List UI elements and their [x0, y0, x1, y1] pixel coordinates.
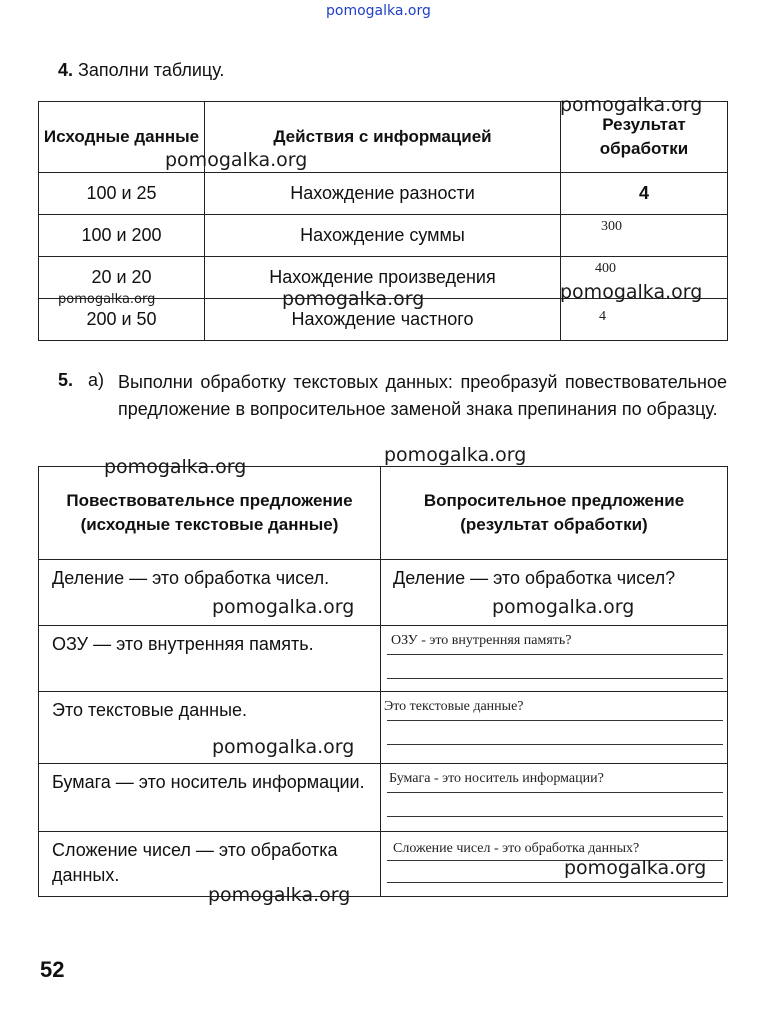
handwritten-answer: Сложение чисел - это обработка данных?	[393, 841, 640, 856]
task4-title	[58, 60, 224, 81]
table-row	[39, 626, 728, 692]
answer-line	[387, 816, 723, 817]
task5-number: 5.	[58, 370, 74, 390]
watermark: pomogalka.org	[212, 596, 355, 618]
handwritten-result: 400	[595, 261, 616, 276]
table-row	[39, 764, 728, 832]
answer-line	[387, 678, 723, 679]
header-action: Действия с информацией	[205, 102, 561, 173]
header-result: Результат обработки	[561, 102, 728, 173]
cell-action: Нахождение разности	[205, 173, 561, 215]
watermark: pomogalka.org	[212, 736, 355, 758]
task5-table	[38, 466, 728, 897]
cell-source: 100 и 25	[39, 173, 205, 215]
answer-line	[387, 720, 723, 721]
handwritten-result: 4	[599, 309, 606, 324]
header-source: Исходные данные	[39, 102, 205, 173]
cell-declarative: ОЗУ — это внутренняя память.	[39, 626, 381, 692]
watermark: pomogalka.org	[560, 94, 703, 116]
cell-source: 100 и 200	[39, 215, 205, 257]
cell-interrogative	[381, 692, 728, 764]
answer-line	[387, 792, 723, 793]
answer-line	[387, 744, 723, 745]
cell-declarative: Бумага — это носитель информации.	[39, 764, 381, 832]
cell-interrogative	[381, 626, 728, 692]
cell-result	[561, 299, 728, 341]
header-interrogative: Вопросительное предложение (результат обработки)	[381, 467, 728, 560]
cell-declarative: Сложение чисел — это обработка данных.	[39, 832, 381, 897]
task5-label: а)	[88, 370, 105, 390]
cell-action: Нахождение суммы	[205, 215, 561, 257]
watermark: pomogalka.org	[104, 456, 247, 478]
watermark: pomogalka.org	[492, 596, 635, 618]
cell-action: Нахождение произведения	[205, 257, 561, 299]
watermark: pomogalka.org	[560, 281, 703, 303]
handwritten-result: 300	[601, 219, 622, 234]
cell-result	[561, 215, 728, 257]
watermark: pomogalka.org	[208, 884, 351, 906]
watermark: pomogalka.org	[165, 149, 308, 171]
task4-number: 4.	[58, 60, 74, 80]
watermark: pomogalka.org	[282, 288, 425, 310]
handwritten-answer: ОЗУ - это внутренняя память?	[391, 633, 572, 648]
handwritten-answer: Это текстовые данные?	[384, 699, 524, 714]
top-watermark: pomogalka.org	[326, 3, 431, 19]
table-row	[39, 215, 728, 257]
page-number: 52	[40, 957, 65, 982]
cell-result: 4	[561, 173, 728, 215]
handwritten-answer: Бумага - это носитель информации?	[389, 771, 604, 786]
answer-line	[387, 882, 723, 883]
cell-source: 20 и 20	[39, 257, 205, 299]
table-row	[39, 692, 728, 764]
watermark: pomogalka.org	[58, 292, 156, 307]
task5-instructions: Выполни обработку текстовых данных: преобразуй повествовательное предложение в вопросительное заменой знака препинания по образцу.	[118, 372, 727, 419]
cell-declarative: Деление — это обработка чисел.	[39, 560, 381, 626]
watermark: pomogalka.org	[384, 444, 527, 466]
cell-declarative: Это текстовые данные.	[39, 692, 381, 764]
answer-line	[387, 654, 723, 655]
header-declarative: Повествовательнсе предложение (исходные текстовые данные)	[39, 467, 381, 560]
watermark: pomogalka.org	[564, 857, 707, 879]
cell-interrogative	[381, 764, 728, 832]
table-row	[39, 173, 728, 215]
cell-action: Нахождение частного	[205, 299, 561, 341]
cell-interrogative: Деление — это обработка чисел?	[381, 560, 728, 626]
task4-title-text: Заполни таблицу.	[78, 60, 225, 80]
cell-source: 200 и 50	[39, 299, 205, 341]
